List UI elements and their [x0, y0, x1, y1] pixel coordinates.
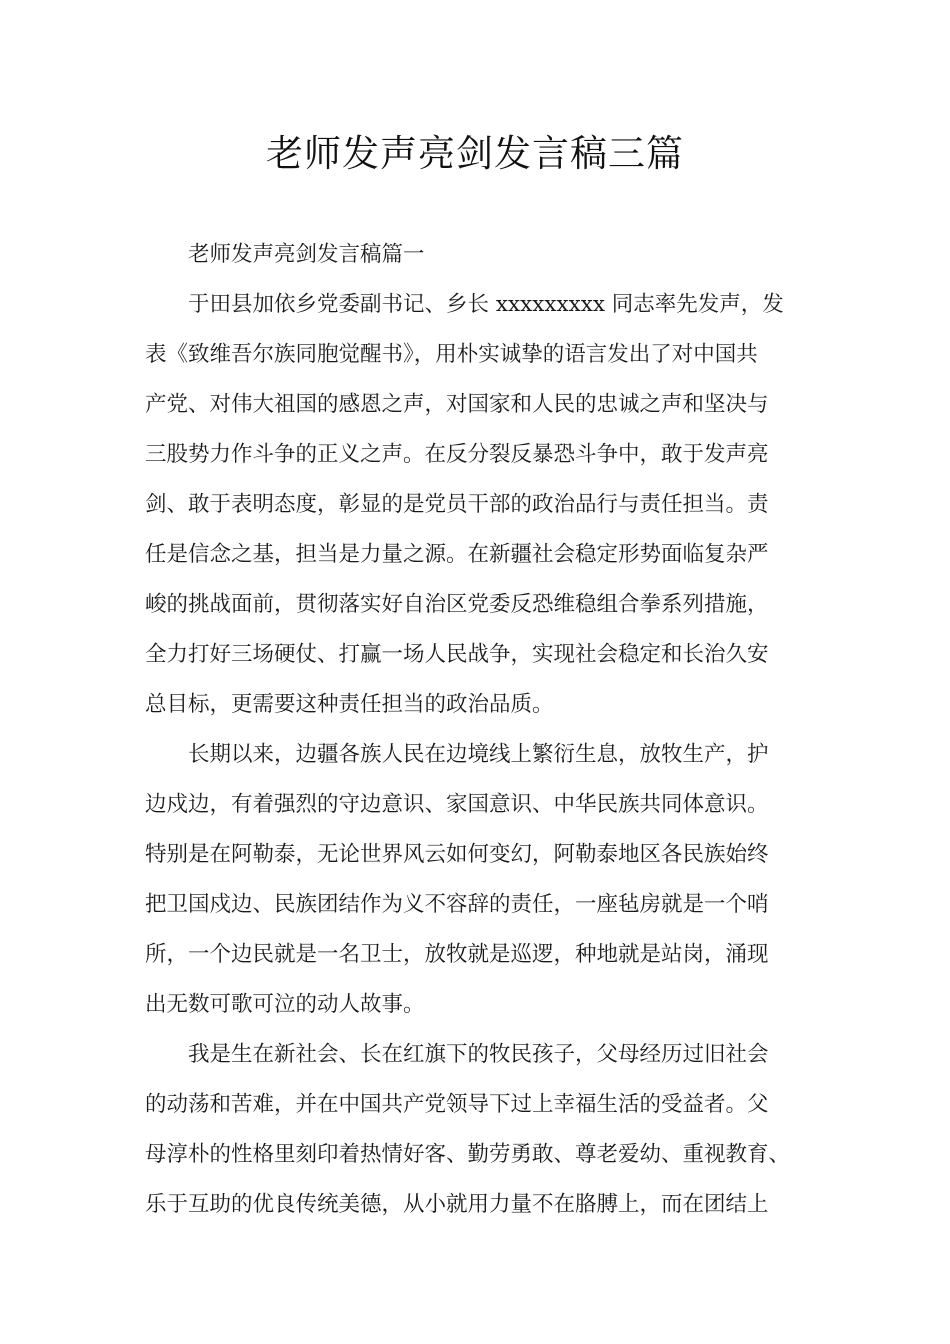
text-line: 剑、敢于表明态度，彰显的是党员干部的政治品行与责任担当。责 — [145, 492, 769, 517]
text-line: 出无数可歌可泣的动人故事。 — [145, 992, 425, 1017]
text-line: 长期以来，边疆各族人民在边境线上繁衍生息，放牧生产，护 — [188, 742, 769, 767]
text-line: 全力打好三场硬仗、打赢一场人民战争，实现社会稳定和长治久安 — [145, 642, 769, 667]
paragraph-2 — [145, 730, 817, 1030]
text-line: 把卫国戍边、民族团结作为义不容辞的责任，一座毡房就是一个哨 — [145, 892, 769, 917]
text-line: 峻的挑战面前，贯彻落实好自治区党委反恐维稳组合拳系列措施， — [145, 592, 769, 617]
text-line: 三股势力作斗争的正义之声。在反分裂反暴恐斗争中，敢于发声亮 — [145, 442, 769, 467]
text-line: 于田县加依乡党委副书记、乡长 xxxxxxxxx 同志率先发声，发 — [188, 292, 784, 317]
document-title: 老师发声亮剑发言稿三篇 — [266, 132, 684, 175]
text-line: 产党、对伟大祖国的感恩之声，对国家和人民的忠诚之声和坚决与 — [145, 392, 769, 417]
text-line: 边戍边，有着强烈的守边意识、家国意识、中华民族共同体意识。 — [145, 792, 769, 817]
document-body — [145, 230, 817, 1230]
text-line: 我是生在新社会、长在红旗下的牧民孩子，父母经历过旧社会 — [188, 1042, 769, 1067]
section-heading: 老师发声亮剑发言稿篇一 — [188, 242, 425, 267]
text-line: 表《致维吾尔族同胞觉醒书》，用朴实诚挚的语言发出了对中国共 — [145, 342, 758, 367]
text-line: 特别是在阿勒泰，无论世界风云如何变幻，阿勒泰地区各民族始终 — [145, 842, 769, 867]
text-line: 乐于互助的优良传统美德，从小就用力量不在胳膊上，而在团结上 — [145, 1192, 769, 1217]
text-line: 总目标，更需要这种责任担当的政治品质。 — [145, 692, 554, 717]
text-line: 所，一个边民就是一名卫士，放牧就是巡逻，种地就是站岗，涌现 — [145, 942, 769, 967]
text-line: 母淳朴的性格里刻印着热情好客、勤劳勇敢、尊老爱幼、重视教育、 — [145, 1142, 791, 1167]
text-line: 任是信念之基，担当是力量之源。在新疆社会稳定形势面临复杂严 — [145, 542, 769, 567]
text-line: 的动荡和苦难，并在中国共产党领导下过上幸福生活的受益者。父 — [145, 1092, 769, 1117]
paragraph-1 — [145, 280, 817, 730]
paragraph-3 — [145, 1030, 817, 1230]
